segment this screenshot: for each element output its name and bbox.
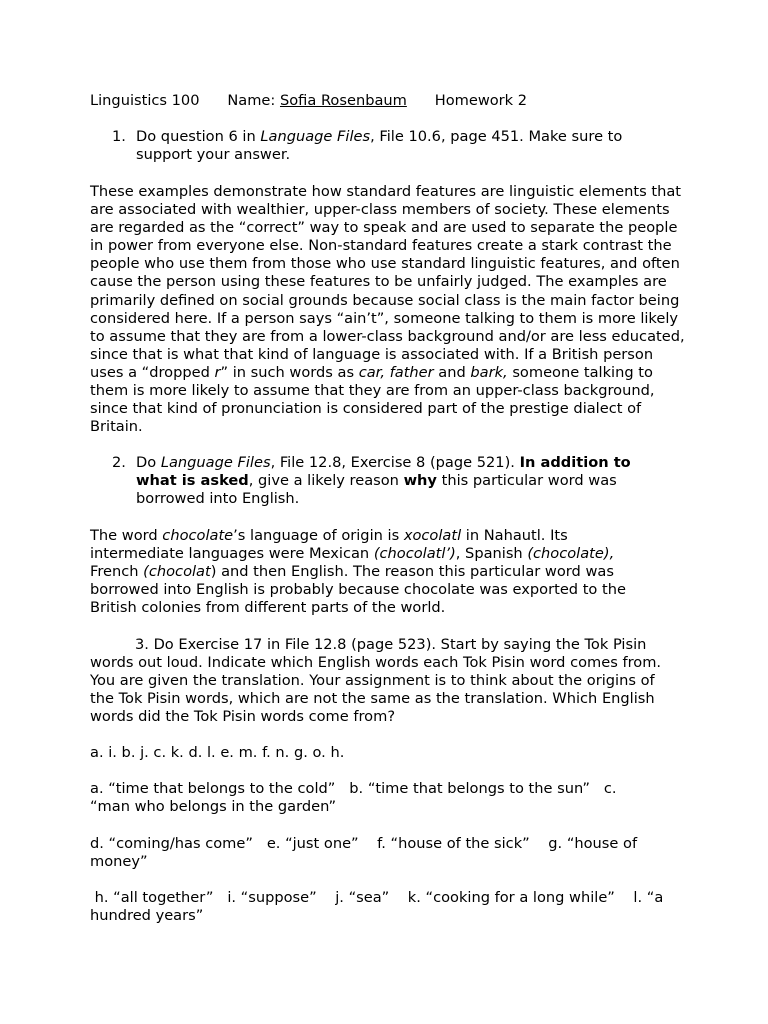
translations-line-2: d. “coming/has come” e. “just one” f. “house of the sick” g. “house of money” <box>90 835 642 871</box>
answer-letters: a. i. b. j. c. k. d. l. e. m. f. n. g. o. h. <box>90 744 345 761</box>
answer-2: The word chocolate’s language of origin is xocolatl in Nahautl. Its intermediate languages were Mexican (chocolatl’), Spanish (chocolate), French (chocolat) and then English. The reason this particular word was borrowed into English is probably because chocolate was exported to the British colonies from different parts of the world. <box>90 527 626 617</box>
answer-1: These examples demonstrate how standard features are linguistic elements that are associated with wealthier, upper-class members of society. These elements are regarded as the “correct” way to speak and are used to separate the people in power from everyone else. Non-standard features create a stark contrast the people who use them from those who use standard linguistic features, and often cause the person using these features to be unfairly judged. The examples are primarily defined on social grounds because social class is the main factor being considered here. If a person says “ain’t”, someone talking to them is more likely to assume that they are from a lower-class background and/or are less educated, since that is what that kind of language is associated with. If a British person uses a “dropped r” in such words as car, father and bark, someone talking to them is more likely to assume that they are from an upper-class background, since that kind of pronunciation is considered part of the prestige dialect of Britain. <box>90 183 685 436</box>
translations-line-1: a. “time that belongs to the cold” b. “time that belongs to the sun” c. “man who belongs in the garden” <box>90 780 622 816</box>
course-name: Linguistics 100 <box>90 92 200 109</box>
question-1-number: 1. <box>112 128 126 145</box>
assignment-title: Homework 2 <box>434 92 528 109</box>
document-header <box>90 92 690 110</box>
translations-line-3: h. “all together” i. “suppose” j. “sea” k. “cooking for a long while” l. “a hundred years” <box>90 889 668 925</box>
question-2-text: Do Language Files, File 12.8, Exercise 8 (page 521). In addition to what is asked, give a likely reason why this particular word was borrowed into English. <box>136 454 631 508</box>
student-name: Sofia Rosenbaum <box>279 92 407 109</box>
question-1-text: Do question 6 in Language Files, File 10.6, page 451. Make sure to support your answer. <box>136 128 623 164</box>
question-2-number: 2. <box>112 454 126 471</box>
question-3-text: 3. Do Exercise 17 in File 12.8 (page 523). Start by saying the Tok Pisin words out loud. Indicate which English words each Tok Pisin word comes from. You are given the translation. Your assignment is to think about the origins of the Tok Pisin words, which are not the same as the translation. Which English words did the Tok Pisin words come from? <box>90 636 662 726</box>
name-label: Name: <box>227 92 276 109</box>
